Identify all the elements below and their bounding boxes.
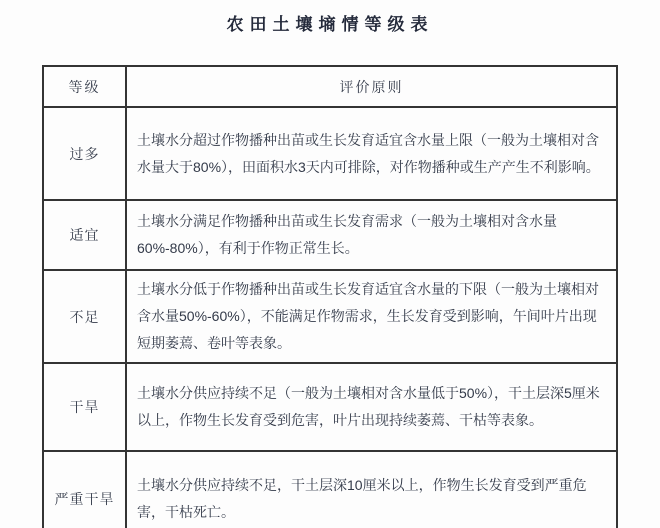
table-row	[43, 363, 617, 451]
page-title: 农田土壤墒情等级表	[226, 15, 434, 34]
col-header-principle: 评价原则	[126, 66, 617, 107]
principle-cell: 土壤水分超过作物播种出苗或生长发育适宜含水量上限（一般为土壤相对含水量大于80%），田面积水3天内可排除，对作物播种或生产产生不利影响。	[126, 107, 617, 200]
principle-cell: 土壤水分低于作物播种出苗或生长发育适宜含水量的下限（一般为土壤相对含水量50%-60%），不能满足作物需求，生长发育受到影响，午间叶片出现短期萎蔫、卷叶等表象。	[126, 270, 617, 363]
grade-cell: 过多	[43, 107, 126, 200]
principle-cell: 土壤水分供应持续不足，干土层深10厘米以上，作物生长发育受到严重危害，干枯死亡。	[126, 451, 617, 528]
table-row	[43, 107, 617, 200]
grade-cell: 严重干旱	[43, 451, 126, 528]
grade-cell: 适宜	[43, 200, 126, 270]
principle-cell: 土壤水分供应持续不足（一般为土壤相对含水量低于50%），干土层深5厘米以上，作物生长发育受到危害，叶片出现持续萎蔫、干枯等表象。	[126, 363, 617, 451]
grade-cell: 干旱	[43, 363, 126, 451]
table-row	[43, 200, 617, 270]
table-header-row	[43, 66, 617, 107]
col-header-grade: 等级	[43, 66, 126, 107]
table-row	[43, 270, 617, 363]
soil-moisture-grade-table	[42, 65, 618, 528]
grade-cell: 不足	[43, 270, 126, 363]
principle-cell: 土壤水分满足作物播种出苗或生长发育需求（一般为土壤相对含水量60%-80%），有利于作物正常生长。	[126, 200, 617, 270]
table-row	[43, 451, 617, 528]
